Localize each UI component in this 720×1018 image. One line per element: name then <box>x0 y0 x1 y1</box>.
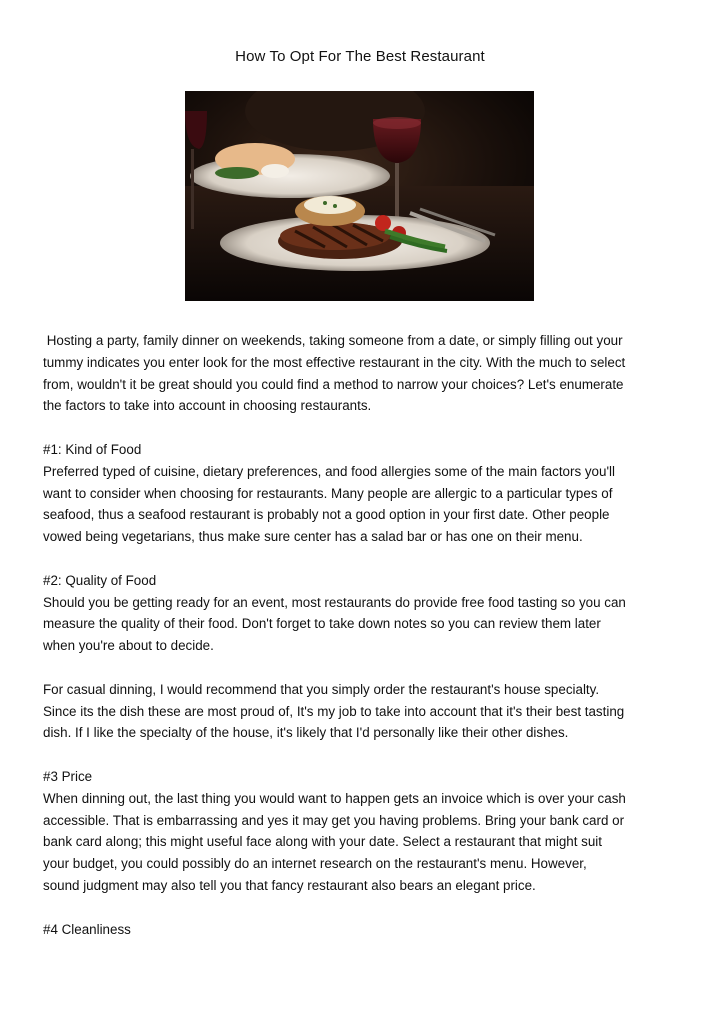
document-title: How To Opt For The Best Restaurant <box>235 48 485 65</box>
paragraph-line: measure the quality of their food. Don't forget to take down notes so you can review them later <box>43 616 601 632</box>
blank-line <box>43 417 683 439</box>
steak-dinner-photo <box>185 91 534 301</box>
paragraph-line: accessible. That is embarrassing and yes it may get you having problems. Bring your bank card or <box>43 812 625 828</box>
paragraph-line: from, wouldn't it be great should you could find a method to narrow your choices? Let's enumerate <box>43 376 624 392</box>
section-heading: #2: Quality of Food <box>43 572 157 588</box>
section-heading: #3 Price <box>43 768 93 784</box>
paragraph-line: vowed being vegetarians, thus make sure center has a salad bar or has one on their menu. <box>43 529 583 545</box>
paragraph-line: when you're about to decide. <box>43 638 214 654</box>
paragraph-line: bank card along; this might useful face along with your date. Select a restaurant that might suit <box>43 834 603 850</box>
paragraph-line: Hosting a party, family dinner on weekends, taking someone from a date, or simply filling out your <box>43 333 623 348</box>
section-heading: #4 Cleanliness <box>43 921 131 937</box>
blank-line <box>43 744 683 766</box>
article-body <box>43 330 683 940</box>
blank-line <box>43 548 683 570</box>
paragraph-line: tummy indicates you enter look for the most effective restaurant in the city. With the much to select <box>43 354 626 370</box>
paragraph-line: For casual dinning, I would recommend that you simply order the restaurant's house specialty. <box>43 681 600 697</box>
paragraph-line: sound judgment may also tell you that fancy restaurant also bears an elegant price. <box>43 877 536 893</box>
paragraph-line: want to consider when choosing for restaurants. Many people are allergic to a particular types of <box>43 485 613 501</box>
paragraph-line: seafood, thus a seafood restaurant is probably not a good option in your first date. Other people <box>43 507 610 523</box>
paragraph-line: Since its the dish these are most proud of, It's my job to take into account that it's their best tasting <box>43 703 625 719</box>
section-heading: #1: Kind of Food <box>43 441 142 457</box>
paragraph-line: Preferred typed of cuisine, dietary preferences, and food allergies some of the main factors you'll <box>43 463 615 479</box>
paragraph-line: your budget, you could possibly do an internet research on the restaurant's menu. However, <box>43 856 587 872</box>
paragraph-line: the factors to take into account in choosing restaurants. <box>43 398 372 414</box>
paragraph-line: When dinning out, the last thing you would want to happen gets an invoice which is over your cash <box>43 790 626 806</box>
paragraph-line: dish. If I like the specialty of the house, it's likely that I'd personally like their other dishes. <box>43 725 569 741</box>
paragraph-line: Should you be getting ready for an event, most restaurants do provide free food tasting so you can <box>43 594 626 610</box>
blank-line <box>43 897 683 919</box>
blank-line <box>43 657 683 679</box>
